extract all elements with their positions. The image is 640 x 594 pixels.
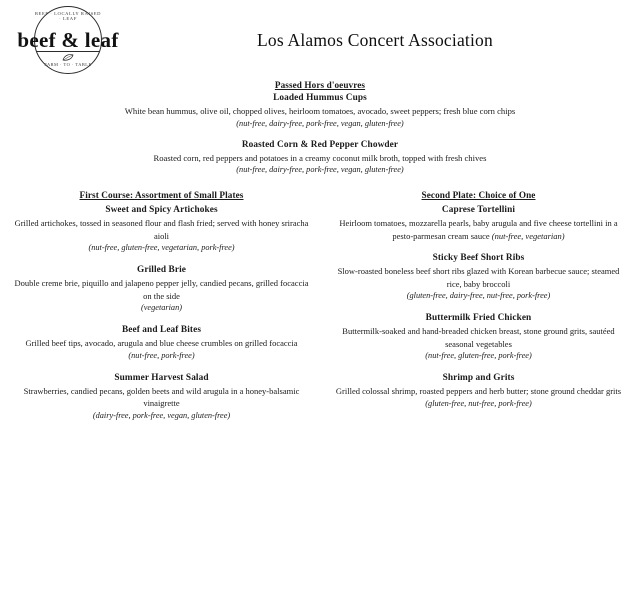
menu-item-description-text: Heirloom tomatoes, mozzarella pearls, baby arugula and five cheese tortellini in a pesto-parmesan cream sauce: [339, 218, 618, 241]
brand-name: beef & leaf: [17, 28, 119, 52]
leaf-icon: [62, 53, 74, 61]
menu-item: [22, 140, 618, 177]
menu-item: [331, 253, 626, 302]
menu-item-name: Loaded Hummus Cups: [273, 93, 367, 103]
menu-item-description: Grilled artichokes, tossed in seasoned flour and flash fried; served with honey sriracha aioli: [14, 218, 309, 241]
menu-item-tags: (vegetarian): [140, 303, 182, 312]
menu-item-name: Shrimp and Grits: [442, 373, 515, 383]
menu-item: [22, 93, 618, 130]
menu-item-description: Buttermilk-soaked and hand-breaded chicken breast, stone ground grits, sautéed seasonal vegetables: [342, 326, 615, 349]
page-title: Los Alamos Concert Association: [257, 30, 493, 50]
menu-item-tags: (dairy-free, pork-free, vegan, gluten-free): [92, 410, 231, 420]
passed-hors-doeuvres-section: [0, 80, 640, 176]
menu-item-tags: (gluten-free, dairy-free, nut-free, pork-free): [406, 291, 551, 300]
course-columns: [0, 190, 640, 433]
menu-item-description: [331, 217, 626, 242]
first-course-column: [14, 190, 309, 433]
menu-item: [14, 205, 309, 254]
logo-arc-top-text: BEEF · LOCALLY RAISED · LEAF: [34, 11, 102, 21]
menu-item-name: Roasted Corn & Red Pepper Chowder: [241, 139, 399, 150]
section-heading-first-course: First Course: Assortment of Small Plates: [79, 190, 244, 200]
menu-item-description: Roasted corn, red peppers and potatoes in a creamy coconut milk broth, topped with fresh chives: [153, 152, 487, 163]
menu-item: [331, 373, 626, 410]
menu-item-name: Grilled Brie: [137, 265, 186, 275]
menu-item-name: Buttermilk Fried Chicken: [425, 313, 532, 323]
menu-item: [14, 325, 309, 362]
brand-logo: [12, 4, 120, 76]
menu-item-description: Grilled colossal shrimp, roasted peppers and herb butter; stone ground cheddar grits: [335, 386, 622, 396]
document-header: [0, 0, 640, 78]
menu-item-tags: (nut-free, gluten-free, pork-free): [425, 351, 532, 360]
section-heading-passed: Passed Hors d'oeuvres: [274, 80, 366, 90]
menu-item: [331, 313, 626, 362]
logo-arc-bottom-text: FARM · TO · TABLE: [44, 62, 92, 67]
menu-item-tags: (gluten-free, nut-free, pork-free): [425, 398, 532, 408]
menu-item-name: Caprese Tortellini: [441, 205, 516, 215]
menu-item-description: Strawberries, candied pecans, golden beets and wild arugula in a honey-balsamic vinaigrette: [23, 385, 300, 408]
menu-item-tags: (nut-free, vegetarian): [491, 230, 565, 241]
menu-item-tags: (nut-free, gluten-free, vegetarian, pork-free): [88, 243, 235, 252]
menu-item-tags: (nut-free, pork-free): [128, 350, 195, 360]
menu-item: [14, 373, 309, 422]
menu-item-name: Summer Harvest Salad: [114, 372, 209, 383]
menu-item-tags: (nut-free, dairy-free, pork-free, vegan, gluten-free): [236, 165, 404, 174]
menu-item-name: Beef and Leaf Bites: [121, 325, 202, 335]
section-heading-second-plate: Second Plate: Choice of One: [421, 190, 536, 200]
menu-item-description: Grilled beef tips, avocado, arugula and blue cheese crumbles on grilled focaccia: [25, 338, 298, 348]
menu-item: [14, 265, 309, 314]
second-plate-column: [331, 190, 626, 433]
menu-item-name: Sweet and Spicy Artichokes: [105, 205, 218, 215]
menu-item-description: White bean hummus, olive oil, chopped olives, heirloom tomatoes, avocado, sweet peppers; fresh blue corn chips: [124, 106, 516, 116]
menu-item: [331, 205, 626, 242]
menu-item-description: Double creme brie, piquillo and jalapeno pepper jelly, candied pecans, grilled focaccia on the side: [14, 278, 309, 301]
menu-item-description: Slow-roasted boneless beef short ribs glazed with Korean barbecue sauce; steamed rice, baby broccoli: [337, 266, 620, 289]
menu-item-tags: (nut-free, dairy-free, pork-free, vegan, gluten-free): [236, 118, 404, 128]
menu-item-name: Sticky Beef Short Ribs: [432, 253, 525, 263]
